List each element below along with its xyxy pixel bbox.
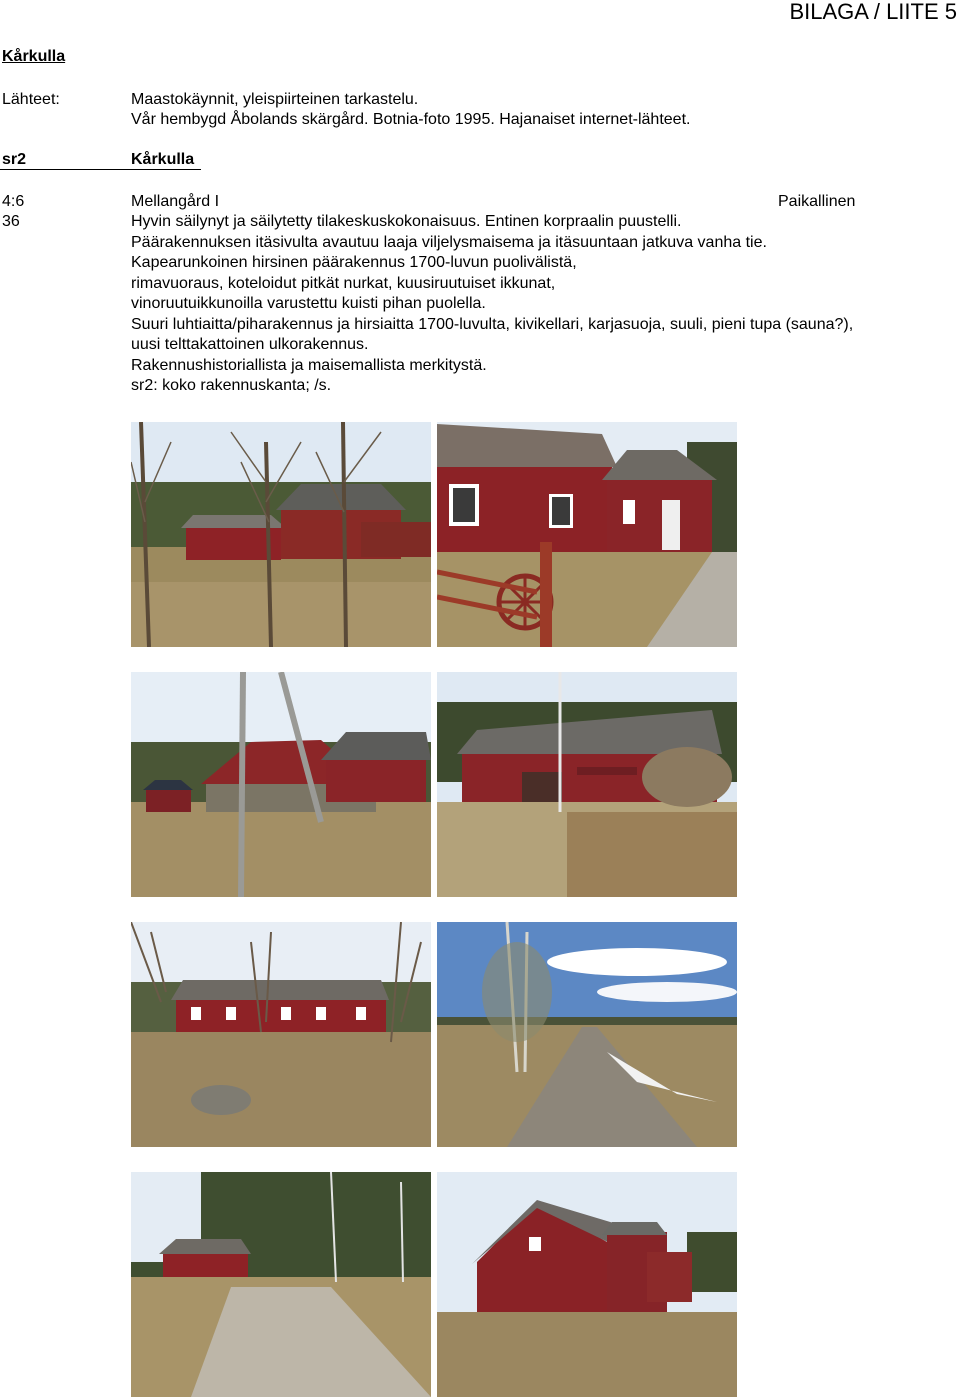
sources-line-2: Vår hembygd Åbolands skärgård. Botnia-foto 1995. Hajanaiset internet-lähteet.: [131, 111, 691, 128]
sources-line-1: Maastokäynnit, yleispiirteinen tarkastelu.: [131, 91, 419, 108]
photo-farmyard-trees: [131, 422, 431, 647]
photo-small-building-road: [131, 1172, 431, 1397]
appendix-label: BILAGA / LIITE 5: [789, 0, 957, 24]
entry-sub-number: 36: [2, 213, 20, 230]
description-line: sr2: koko rakennuskanta; /s.: [131, 377, 332, 394]
photo-long-building: [131, 922, 431, 1147]
entry-classification: Paikallinen: [778, 193, 856, 210]
entry-name: Mellangård I: [131, 193, 220, 210]
entry-number: 4:6: [2, 193, 25, 210]
description-line: uusi telttakattoinen ulkorakennus.: [131, 336, 369, 353]
section-name: Kårkulla: [131, 151, 195, 168]
description-line: Kapearunkoinen hirsinen päärakennus 1700-luvun puolivälistä,: [131, 254, 577, 271]
description-line: Suuri luhtiaitta/piharakennus ja hirsiaitta 1700-luvulta, kivikellari, karjasuoja, suuli, pieni tupa (sauna?),: [131, 315, 854, 333]
description-line: rimavuoraus, koteloidut pitkät nurkat, kuusiruutuiset ikkunat,: [131, 274, 556, 292]
page-title: Kårkulla: [2, 48, 66, 65]
description-line: vinoruutuikkunoilla varustettu kuisti pihan puolella.: [131, 295, 486, 312]
photo-stone-cellar: [131, 672, 431, 897]
section-code: sr2: [2, 151, 27, 168]
description-line: Päärakennuksen itäsivulta avautuu laaja viljelysmaisema ja itäsuuntaan jatkuva vanha tie.: [131, 233, 767, 251]
section-underline: [0, 169, 201, 170]
photo-main-building: [437, 422, 737, 647]
photo-old-road: [437, 922, 737, 1147]
photo-storehouse: [437, 672, 737, 897]
description-line: Rakennushistoriallista ja maisemallista merkitystä.: [131, 356, 487, 374]
entry-description: [131, 212, 853, 397]
sources-label: Lähteet:: [2, 91, 60, 108]
photo-tall-barn: [437, 1172, 737, 1397]
description-line: Hyvin säilynyt ja säilytetty tilakeskuskokonaisuus. Entinen korpraalin puustelli.: [131, 213, 682, 230]
